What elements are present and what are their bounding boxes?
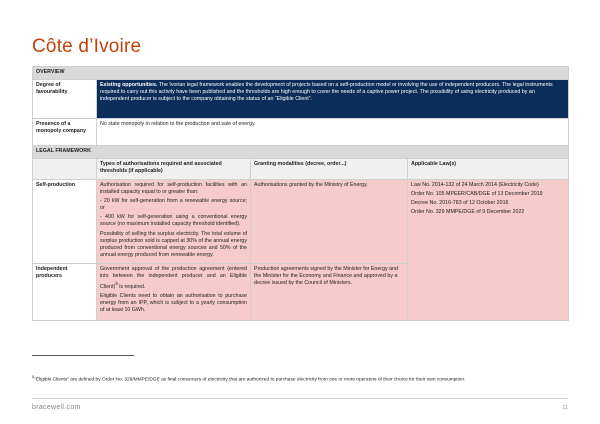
indep-types-p1 <box>100 266 247 291</box>
self-production-granting <box>251 180 408 264</box>
page-number: 11 <box>562 405 568 411</box>
footnote <box>32 374 568 383</box>
colhdr-granting: Granting modalities (decree, order...) <box>251 159 408 180</box>
law-2: Order No. 105 MPEER/CAB/DGE of 13 December 2019 <box>411 191 543 198</box>
monopoly-text: No state monopoly in relation to the production and sale of energy. <box>97 119 569 146</box>
degree-lead: Existing opportunities. <box>100 82 158 88</box>
independent-producers-label: Independent producers <box>33 263 97 320</box>
self-granting-text: Authorisations granted by the Ministry of Energy. <box>254 182 368 188</box>
law-4: Order No. 329 MMPE/DGE of 9 December 2022 <box>411 209 525 216</box>
self-production-label: Self-production <box>33 180 97 264</box>
colhdr-laws: Applicable Law(s) <box>408 159 569 180</box>
footnote-ref: 5 <box>115 281 118 287</box>
self-types-p3: - 400 kW for self-generation using a conventional energy source (no maximum installed capacity threshold identified). <box>100 214 247 228</box>
indep-p1a: Government approval of the production agreement (entered into between the independent producer and an Eligible Client) <box>100 265 247 290</box>
colhdr-types: Types of authorisations required and associated thresholds (if applicable) <box>97 159 251 180</box>
self-production-types <box>97 180 251 264</box>
law-1: Law No. 2014-132 of 24 March 2014 (Electricity Code) <box>411 182 539 188</box>
footnote-number: 5 <box>32 374 35 379</box>
overview-table <box>32 66 569 321</box>
self-types-p1: Authorisation required for self-production facilities with an installed capacity equal to or greater than: <box>100 182 247 196</box>
degree-label: Degree of favourability <box>33 80 97 119</box>
footer-rule <box>32 398 568 399</box>
page-title: Côte d’Ivoire <box>32 36 142 57</box>
legal-band: LEGAL FRAMEWORK <box>33 146 569 159</box>
self-types-p2: - 20 kW for self-generation from a renewable energy source; or <box>100 198 247 212</box>
footer-brand: bracewell.com <box>32 404 81 411</box>
indep-granting-text: Production agreements signed by the Minister for Energy and the Minister for the Economy and Finance and approved by a decree issued by the Council of Ministers. <box>254 265 398 287</box>
indep-types-p2: Eligible Clients need to obtain an authorisation to purchase energy from an IPP, which is subject to a yearly consumption of at least 10 GWh. <box>100 292 247 314</box>
degree-text: The Ivorian legal framework enables the development of projects based on a self-production model or involving the use of independent producers. The legal instruments required to carry out this activity have been published and the thresholds are high enough to cover the needs of a captive power project. The possibility of using electricity produced by an independent producer is subject to the company obtaining the status of an “Eligible Client”. <box>100 82 553 103</box>
indep-p1b: is required. <box>117 283 146 290</box>
footnote-text: “Eligible Clients” are defined by Order No. 329/MMPE/DGE as final consumers of electricity that are authorized to purchase electricity from one or more operators of their choice for their own consumption. <box>34 377 466 383</box>
law-3: Decree No. 2016-783 of 12 October 2016 <box>411 200 509 207</box>
self-types-p4: Possibility of selling the surplus electricity. The total volume of surplus production sold is capped at 30% of the annual energy produced from conventional energy sources and 50% of the annual energy produced from renewable energy. <box>100 230 247 258</box>
colhdr-blank <box>33 159 97 180</box>
independent-producers-granting <box>251 263 408 320</box>
degree-cell <box>97 80 569 119</box>
applicable-laws <box>408 180 569 321</box>
monopoly-label: Presence of a monopoly company <box>33 119 97 146</box>
overview-band: OVERVIEW <box>33 67 569 80</box>
footnote-rule <box>32 355 134 356</box>
independent-producers-types <box>97 263 251 320</box>
